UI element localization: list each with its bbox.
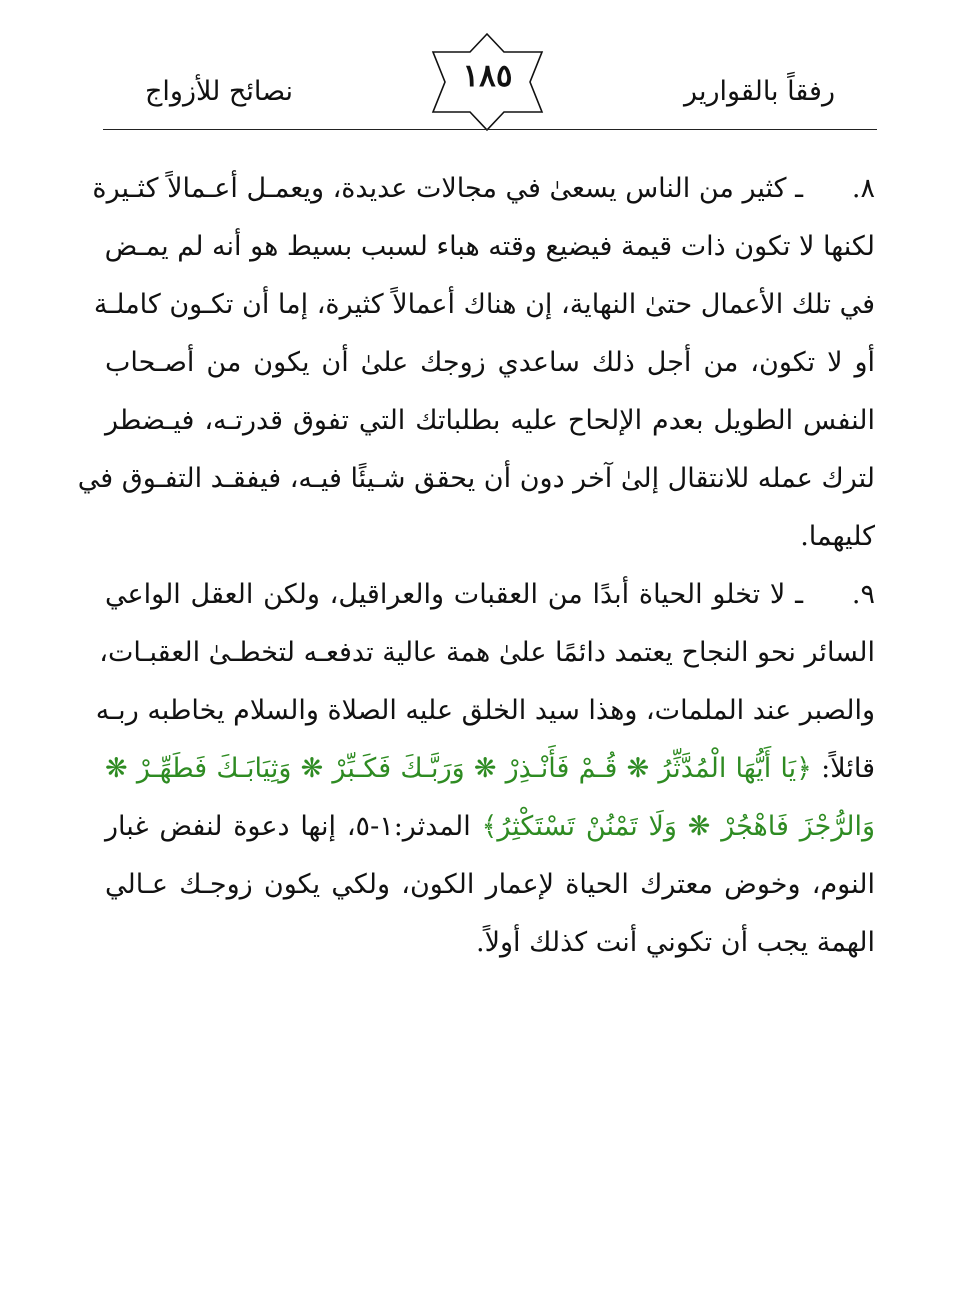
paragraph-line: النوم، وخوض معترك الحياة لإعمار الكون، ولكي يكون زوجـك عـالي (105, 869, 875, 900)
page-number: ١٨٥ (462, 58, 513, 94)
page-body (77, 160, 875, 972)
paragraph-line: كليهما. (800, 521, 875, 552)
paragraph-line: أو لا تكون، من أجل ذلك ساعدي زوجك علىٰ أن يكون من أصـحاب (105, 347, 875, 378)
paragraph-line: الهمة يجب أن تكوني أنت كذلك أولاً. (476, 927, 875, 958)
paragraph-line (105, 798, 875, 856)
paragraph-line: النفس الطويل بعدم الإلحاح عليه بطلباتك التي تفوق قدرتـه، فيـضطر (105, 405, 875, 436)
paragraph-line: لترك عمله للانتقال إلىٰ آخر دون أن يحقق شـيئًا فيـه، فيفقـد التفـوق في (77, 463, 875, 494)
paragraph-line: والصبر عند الملمات، وهذا سيد الخلق عليه الصلاة والسلام يخاطبه ربـه (95, 695, 875, 726)
paragraph-line: ٨.ـ كثير من الناس يسعىٰ في مجالات عديدة، ويعمـل أعـمالاً كثـيرة (105, 160, 875, 218)
quran-verse: ﴿يَا أَيُّهَا الْمُدَّثِّرُ ❋ قُـمْ فَأَنْـذِرْ ❋ وَرَبَّـكَ فَكَـبِّرْ ❋ وَثِيَابَـكَ فَطَهِّـرْ ❋ (105, 753, 812, 784)
paragraph-number: ٩. (851, 579, 875, 610)
paragraph-number: ٨. (851, 173, 875, 204)
paragraph-line: لكنها لا تكون ذات قيمة فيضيع وقته هباء لسبب بسيط هو أنه لم يمـض (104, 231, 875, 262)
paragraph-line: السائر نحو النجاح يعتمد دائمًا علىٰ همة عالية تدفعـه لتخطـىٰ العقبـات، (99, 637, 875, 668)
paragraph-line (105, 740, 875, 798)
page-number-badge (430, 32, 545, 132)
book-title: رفقاً بالقوارير (684, 76, 835, 107)
quote-intro: قائلاً: (811, 753, 875, 784)
quran-verse: وَالرُّجْزَ فَاهْجُرْ ❋ وَلَا تَمْنُنْ تَسْتَكْثِرُ﴾ (481, 811, 875, 842)
page-header (0, 0, 980, 140)
paragraph-line: في تلك الأعمال حتىٰ النهاية، إن هناك أعمالاً كثيرة، إما أن تكـون كاملـة (93, 289, 875, 320)
header-divider (103, 129, 877, 130)
section-title: نصائح للأزواج (145, 76, 294, 107)
verse-reference: المدثر:١-٥، إنها دعوة لنفض غبار (105, 811, 482, 842)
paragraph-line: ٩.ـ لا تخلو الحياة أبدًا من العقبات والعراقيل، ولكن العقل الواعي (105, 566, 875, 624)
